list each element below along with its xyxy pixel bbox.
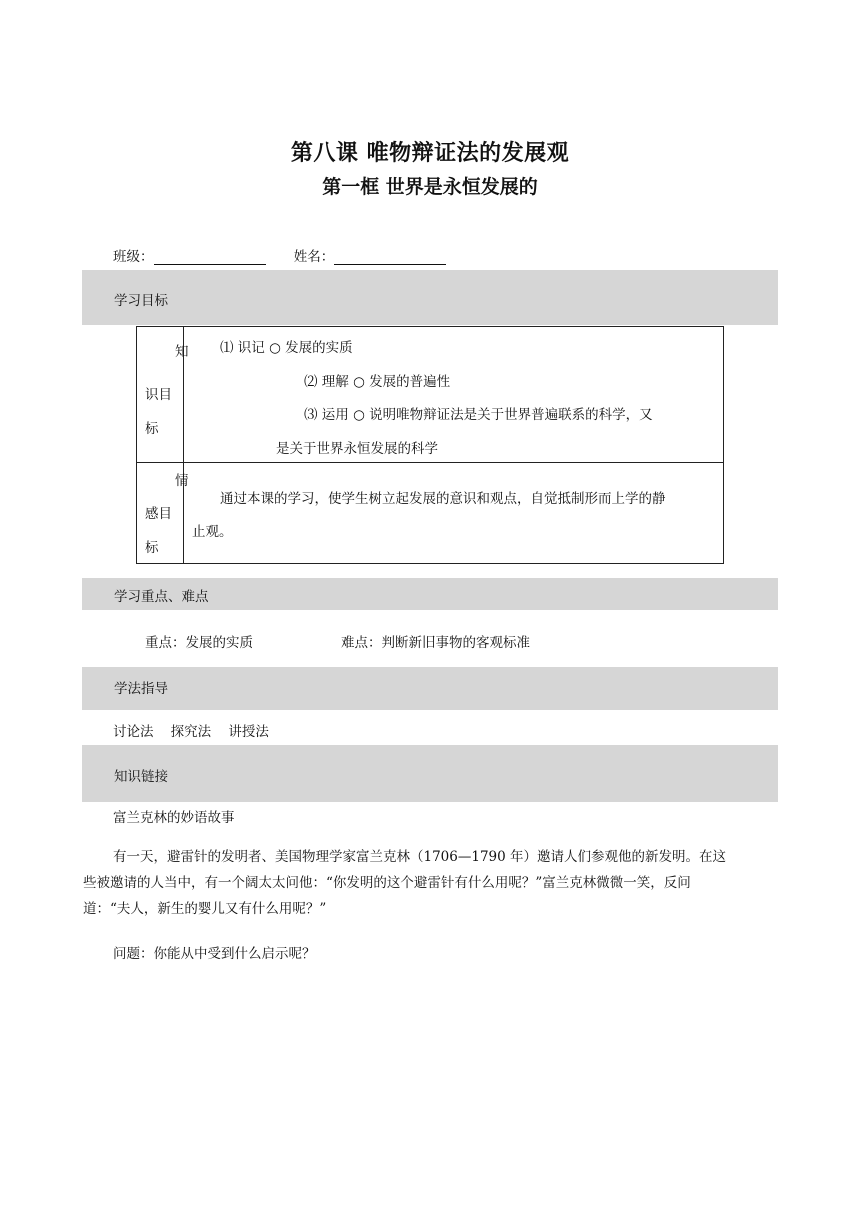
- story-line-2: 些被邀请的人当中，有一个阔太太问他：“你发明的这个避雷针有什么用呢？”富兰克林微微一笑，反问: [83, 875, 691, 891]
- knowledge-goal-label-1: 知: [175, 344, 189, 360]
- knowledge-goal-label-2: 识目: [145, 387, 172, 403]
- section-header-key-points: [82, 578, 778, 610]
- page-title: 第八课 唯物辩证法的发展观: [290, 141, 570, 166]
- story-line-3: 道：“夫人，新生的婴儿又有什么用呢？”: [83, 901, 327, 917]
- knowledge-goal-item-2: ⑵ 理解 ○ 发展的普遍性: [304, 374, 451, 390]
- story-question: 问题：你能从中受到什么启示呢？: [113, 946, 316, 962]
- emotion-goal-label-cell: [137, 463, 189, 564]
- knowledge-goal-item-3: ⑶ 运用 ○ 说明唯物辩证法是关于世界普遍联系的科学，又: [304, 407, 653, 423]
- knowledge-goal-label-3: 标: [145, 421, 159, 437]
- section-title-methods: 学法指导: [114, 681, 168, 697]
- story-line-1: 有一天，避雷针的发明者、美国物理学家富兰克林（1706—1790 年）邀请人们参观他的新发明。在这: [113, 849, 727, 865]
- section-header-objectives: [82, 270, 778, 325]
- section-header-knowledge: [82, 745, 778, 802]
- class-blank: [154, 250, 266, 265]
- student-info-row: [113, 245, 470, 265]
- section-title-knowledge: 知识链接: [114, 769, 168, 785]
- name-label: 姓名：: [293, 249, 335, 265]
- goals-table: [136, 326, 724, 564]
- difficult-point: 难点：判断新旧事物的客观标准: [341, 635, 530, 651]
- story-title: 富兰克林的妙语故事: [113, 810, 235, 826]
- emotion-goal-label-1: 情: [175, 473, 189, 489]
- emotion-goal-text-1: 通过本课的学习，使学生树立起发展的意识和观点，自觉抵制形而上学的静: [220, 491, 666, 507]
- section-title-objectives: 学习目标: [114, 293, 168, 309]
- emotion-goal-content: [184, 463, 724, 564]
- key-point: 重点：发展的实质: [145, 635, 253, 651]
- class-label: 班级：: [113, 249, 154, 265]
- methods-text: 讨论法 探究法 讲授法: [113, 724, 269, 740]
- knowledge-goal-item-3-cont: 是关于世界永恒发展的科学: [276, 441, 438, 457]
- knowledge-goal-label-cell: [137, 327, 189, 463]
- knowledge-goal-content: [184, 327, 724, 463]
- name-blank: [334, 250, 446, 265]
- section-title-key-points: 学习重点、难点: [114, 589, 209, 605]
- emotion-goal-row: [137, 463, 724, 564]
- emotion-goal-label-3: 标: [145, 540, 159, 556]
- emotion-goal-label-2: 感目: [145, 506, 172, 522]
- knowledge-goal-row: [137, 327, 724, 463]
- page-subtitle: 第一框 世界是永恒发展的: [322, 176, 538, 198]
- emotion-goal-text-2: 止观。: [192, 524, 233, 540]
- section-header-methods: [82, 667, 778, 710]
- knowledge-goal-item-1: ⑴ 识记 ○ 发展的实质: [220, 340, 353, 356]
